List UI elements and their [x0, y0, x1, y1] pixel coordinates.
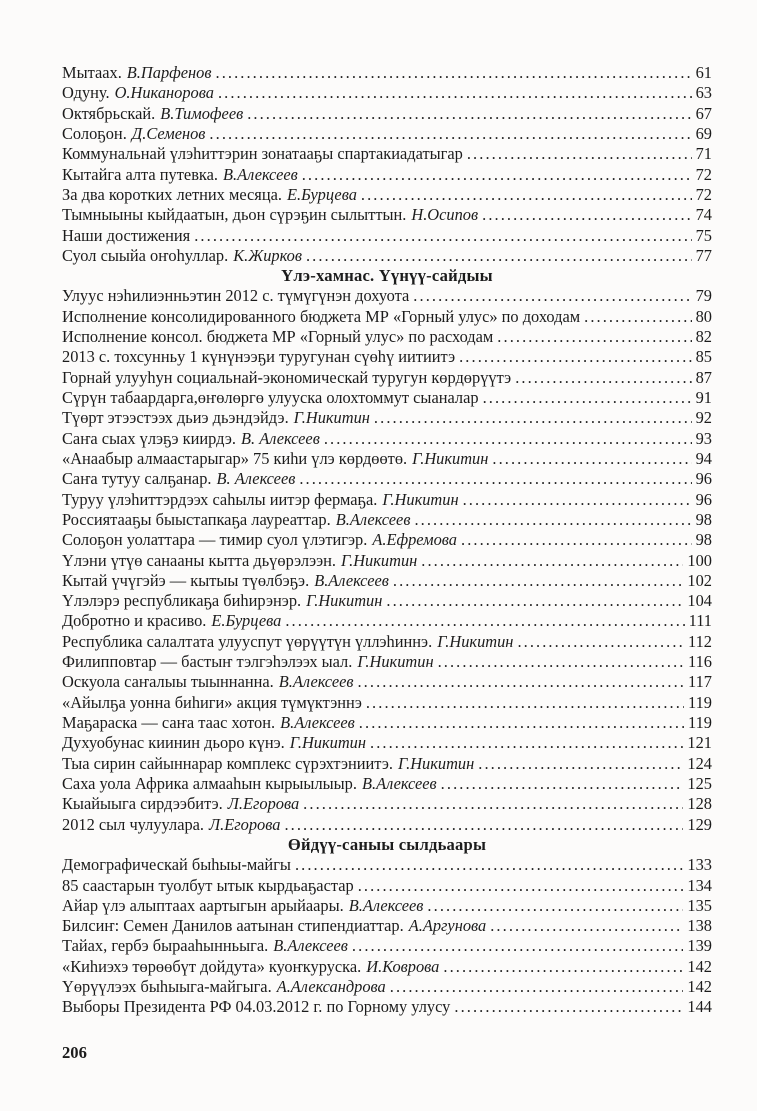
- toc-entry-author: В.Алексеев: [314, 570, 389, 590]
- dot-leader: [295, 855, 683, 875]
- dot-leader: [285, 611, 684, 631]
- toc-entry-title: Духуобунас киинин дьоро күнэ.: [62, 733, 285, 753]
- toc-entry-page-number: 91: [695, 388, 712, 407]
- dot-leader: [497, 327, 691, 347]
- dot-leader: [459, 347, 692, 367]
- dot-leader: [352, 936, 683, 956]
- toc-entry-page-number: 144: [687, 997, 712, 1017]
- toc-entry: [62, 916, 712, 936]
- toc-entry-page-number: 98: [695, 530, 712, 550]
- toc-entry: [62, 591, 712, 611]
- dot-leader: [517, 632, 684, 652]
- toc-entry-page-number: 111: [688, 611, 712, 631]
- toc-entry-page-number: 135: [687, 895, 712, 915]
- toc-entry-author: В.Алексеев: [361, 773, 437, 793]
- toc-entry-author: В.Алексеев: [280, 713, 355, 732]
- toc-entry-page-number: 82: [695, 327, 712, 347]
- toc-entry-author: Г.Никитин: [306, 591, 383, 611]
- toc-entry-page-number: 61: [695, 63, 712, 82]
- dot-leader: [299, 469, 691, 489]
- dot-leader: [324, 429, 692, 449]
- dot-leader: [414, 510, 691, 530]
- toc-entry-title: Октябрьскай.: [62, 103, 156, 123]
- toc-entry-title: 85 саастарын туолбут ытык кырдьаҕастар: [62, 875, 354, 895]
- toc-entry-page-number: 74: [695, 205, 712, 225]
- toc-entry-title: Саха уола Африка алмааһын кырыылыыр.: [62, 773, 357, 793]
- toc-entry-page-number: 121: [687, 733, 712, 753]
- toc-entry: [62, 652, 712, 672]
- toc-entry-author: В.Алексеев: [273, 936, 348, 956]
- dot-leader: [216, 63, 692, 83]
- toc-entry-title: Горнай улууһун социальнай-экономическай туругун көрдөрүүтэ: [62, 367, 512, 387]
- dot-leader: [359, 713, 684, 733]
- toc-entry: [62, 611, 712, 631]
- dot-leader: [515, 368, 691, 388]
- toc-entry: [62, 347, 712, 367]
- toc-entry-author: К.Жирков: [233, 245, 302, 265]
- toc-entry: [62, 997, 712, 1017]
- dot-leader: [483, 388, 692, 408]
- toc-entry: [62, 104, 712, 124]
- toc-entry-page-number: 63: [695, 83, 712, 103]
- toc-entry-page-number: 124: [687, 753, 712, 773]
- toc-entry: [62, 855, 712, 875]
- dot-leader: [584, 307, 691, 327]
- dot-leader: [374, 408, 692, 428]
- toc-entry-title: Мытаах.: [62, 63, 122, 82]
- toc-entry-title: Түөрт этээстээх дьиэ дьэндэйдэ.: [62, 408, 289, 428]
- toc-entry: [62, 124, 712, 144]
- toc-entry-page-number: 142: [687, 956, 712, 976]
- toc-entry-title: Тыа сирин сайыннарар комплекс сүрэхтэниитэ.: [62, 753, 393, 773]
- toc-entry-page-number: 138: [687, 916, 712, 936]
- toc-entry-title: «Киһиэхэ төрөөбүт дойдута» куоҥкуруска.: [62, 956, 362, 976]
- toc-entry-title: Наши достижения: [62, 225, 191, 245]
- dot-leader: [454, 997, 683, 1017]
- toc-entry-title: Оскуола саҥалыы тыыннанна.: [62, 672, 274, 692]
- toc-entry: [62, 144, 712, 164]
- toc-entry-page-number: 93: [695, 428, 712, 448]
- toc-entry-page-number: 75: [695, 225, 712, 245]
- toc-entry-author: В.Алексеев: [348, 895, 424, 915]
- toc-entry-author: В.Парфенов: [126, 63, 212, 82]
- table-of-contents: [62, 63, 712, 1018]
- toc-entry: [62, 408, 712, 428]
- toc-entry: [62, 876, 712, 896]
- toc-entry: [62, 368, 712, 388]
- dot-leader: [390, 977, 684, 997]
- toc-entry-author: И.Коврова: [366, 956, 440, 976]
- toc-entry-title: Солоҕон.: [62, 123, 127, 143]
- toc-entry-title: Үлэлэрэ республикаҕа биһирэнэр.: [62, 591, 302, 611]
- toc-entry-title: Суол сыыйа оҥоһуллар.: [62, 245, 229, 265]
- toc-entry-page-number: 67: [695, 103, 712, 123]
- toc-entry-page-number: 79: [695, 286, 712, 306]
- toc-entry-page-number: 129: [687, 814, 712, 834]
- toc-entry-page-number: 117: [688, 672, 712, 692]
- toc-entry-title: Кыайыыга сирдээбитэ.: [62, 794, 223, 814]
- dot-leader: [306, 246, 692, 266]
- toc-entry-page-number: 77: [695, 245, 712, 265]
- dot-leader: [302, 165, 692, 185]
- toc-entry-title: Айар үлэ алыптаах аартыгын арыйаары.: [62, 895, 344, 915]
- dot-leader: [443, 957, 683, 977]
- toc-entry-title: Тайах, гербэ бырааһынньыга.: [62, 936, 269, 956]
- toc-entry-title: Республика салалтата улууспут үөрүүтүн үллэһиннэ.: [62, 631, 433, 651]
- toc-entry-title: 2012 сыл чулуулара.: [62, 814, 205, 834]
- toc-entry-title: Россиятааҕы быыстапкаҕа лауреаттар.: [62, 509, 331, 529]
- toc-entry: [62, 327, 712, 347]
- toc-entry-author: В. Алексеев: [241, 428, 320, 448]
- toc-entry-page-number: 119: [688, 692, 712, 712]
- toc-entry: [62, 693, 712, 713]
- toc-entry-author: Г.Никитин: [412, 448, 489, 468]
- toc-entry-title: Кытай үчүгэйэ — кытыы түөлбэҕэ.: [62, 570, 310, 590]
- toc-entry: [62, 490, 712, 510]
- toc-entry: [62, 530, 712, 550]
- toc-entry: [62, 632, 712, 652]
- toc-entry-author: В.Алексеев: [223, 164, 298, 184]
- toc-entry: [62, 307, 712, 327]
- dot-leader: [247, 104, 691, 124]
- toc-entry: [62, 286, 712, 306]
- dot-leader: [393, 571, 684, 591]
- toc-entry-page-number: 69: [695, 123, 712, 143]
- dot-leader: [303, 794, 683, 814]
- toc-entry-title: За два коротких летних месяца.: [62, 184, 282, 204]
- toc-entry-author: Г.Никитин: [398, 753, 475, 773]
- toc-entry-author: Г.Никитин: [341, 550, 418, 570]
- toc-entry-author: Г.Никитин: [357, 652, 434, 672]
- toc-entry-title: Улуус нэһилиэнньэтин 2012 с. түмүгүнэн дохуота: [62, 286, 410, 306]
- folio-page-number: 206: [62, 1043, 87, 1062]
- toc-entry: [62, 226, 712, 246]
- toc-entry-page-number: 104: [687, 591, 712, 611]
- toc-entry-author: Е.Бурцева: [286, 184, 357, 204]
- toc-entry-author: Г.Никитин: [437, 631, 514, 651]
- dot-leader: [441, 774, 684, 794]
- toc-entry: [62, 510, 712, 530]
- toc-entry: [62, 246, 712, 266]
- toc-entry-page-number: 94: [695, 448, 712, 468]
- toc-entry-title: Одуну.: [62, 83, 110, 103]
- toc-entry-page-number: 80: [695, 306, 712, 326]
- toc-entry-title: Исполнение консолидированного бюджета МР «Горный улус» по доходам: [62, 306, 581, 326]
- dot-leader: [427, 896, 683, 916]
- toc-entry-author: А.Александрова: [276, 977, 386, 997]
- toc-entry-author: Г.Никитин: [289, 733, 366, 753]
- toc-entry-title: Добротно и красиво.: [62, 611, 207, 631]
- toc-entry-page-number: 72: [695, 184, 712, 204]
- dot-leader: [461, 530, 692, 550]
- dot-leader: [438, 652, 684, 672]
- dot-leader: [284, 815, 683, 835]
- toc-entry-page-number: 92: [695, 408, 712, 428]
- toc-entry-page-number: 125: [687, 773, 712, 793]
- toc-entry: [62, 551, 712, 571]
- toc-entry: [62, 185, 712, 205]
- toc-entry: [62, 754, 712, 774]
- dot-leader: [492, 449, 691, 469]
- toc-entry-title: Кытайга алта путевка.: [62, 164, 219, 184]
- toc-entry-title: Үлэни үтүө санааны кытта дьүөрэлээн.: [62, 550, 337, 570]
- dot-leader: [366, 693, 684, 713]
- toc-entry: [62, 449, 712, 469]
- dot-leader: [218, 83, 692, 103]
- toc-entry-author: Г.Никитин: [293, 408, 370, 428]
- dot-leader: [357, 672, 684, 692]
- toc-section-heading: Үлэ-хамнас. Үүнүү-сайдыы: [281, 266, 493, 286]
- toc-entry: [62, 957, 712, 977]
- toc-section-heading: Өйдүү-саныы сылдьаары: [287, 834, 487, 854]
- toc-entry-page-number: 85: [695, 347, 712, 367]
- toc-entry: [62, 815, 712, 835]
- toc-entry: [62, 165, 712, 185]
- dot-leader: [413, 286, 691, 306]
- dot-leader: [386, 591, 683, 611]
- dot-leader: [209, 124, 691, 144]
- toc-entry-title: Сүрүн табаардарга,өҥөлөргө улууска олохтоммут сыаналар: [62, 388, 479, 407]
- toc-entry-page-number: 71: [695, 144, 712, 164]
- toc-entry-title: Маҕараска — саҥа таас хотон.: [62, 713, 276, 732]
- toc-entry-author: Л.Егорова: [209, 814, 281, 834]
- dot-leader: [482, 205, 691, 225]
- dot-leader: [361, 185, 692, 205]
- dot-leader: [490, 916, 683, 936]
- toc-entry: [62, 63, 712, 83]
- toc-entry: [62, 794, 712, 814]
- toc-entry-page-number: 96: [695, 489, 712, 509]
- toc-entry-title: «Айылҕа уонна биһиги» акция түмүктэннэ: [62, 692, 362, 712]
- toc-entry-title: Выборы Президента РФ 04.03.2012 г. по Горному улусу: [62, 997, 451, 1017]
- toc-entry-title: Исполнение консол. бюджета МР «Горный улус» по расходам: [62, 327, 494, 347]
- toc-entry-title: Саҥа тутуу салҕанар.: [62, 469, 212, 489]
- toc-entry-author: Г.Никитин: [382, 489, 459, 509]
- toc-entry-title: Коммунальнай үлэһиттэрин зонатааҕы спартакиадатыгар: [62, 144, 463, 164]
- toc-entry-author: Л.Егорова: [227, 794, 300, 814]
- dot-leader: [421, 551, 683, 571]
- toc-entry-title: Саҥа сыах үлэҕэ киирдэ.: [62, 428, 236, 448]
- toc-entry-author: О.Никанорова: [114, 83, 214, 103]
- toc-entry: [62, 713, 712, 733]
- toc-entry-title: «Анаабыр алмаастарыгар» 75 киһи үлэ көрдөөтө.: [62, 448, 408, 468]
- toc-entry-title: 2013 с. тохсунньу 1 күнүнээҕи туругунан сүөһү иитиитэ: [62, 347, 456, 367]
- toc-entry-author: А.Аргунова: [408, 916, 487, 936]
- toc-entry: [62, 733, 712, 753]
- toc-entry-title: Тымныыны кыйдаатын, дьон сүрэҕин сылыттын.: [62, 205, 407, 225]
- toc-entry: [62, 977, 712, 997]
- toc-entry: [62, 896, 712, 916]
- dot-leader: [358, 876, 684, 896]
- toc-entry-author: Д.Семенов: [131, 123, 206, 143]
- toc-entry-page-number: 116: [688, 652, 712, 672]
- toc-entry-title: Туруу үлэһиттэрдээх саһылы иитэр фермаҕа.: [62, 489, 378, 509]
- toc-entry-author: В. Алексеев: [216, 469, 296, 489]
- toc-entry-author: Н.Осипов: [411, 205, 479, 225]
- toc-entry: [62, 774, 712, 794]
- toc-entry-page-number: 119: [688, 713, 712, 732]
- toc-entry-page-number: 72: [695, 164, 712, 184]
- toc-entry: [62, 205, 712, 225]
- toc-entry-page-number: 128: [687, 794, 712, 814]
- toc-entry-page-number: 134: [687, 875, 712, 895]
- toc-entry-title: Солоҕон уолаттара — тимир суол үлэтигэр.: [62, 530, 368, 550]
- toc-entry-page-number: 142: [687, 977, 712, 997]
- toc-entry: [62, 83, 712, 103]
- toc-entry-author: В.Алексеев: [278, 672, 354, 692]
- toc-entry-page-number: 96: [695, 469, 712, 489]
- dot-leader: [478, 754, 683, 774]
- dot-leader: [370, 733, 683, 753]
- toc-entry-title: Филипповтар — бастыҥ тэлгэһэлээх ыал.: [62, 652, 353, 672]
- dot-leader: [194, 226, 691, 246]
- toc-entry: [62, 388, 712, 408]
- toc-entry-page-number: 139: [687, 936, 712, 956]
- toc-entry: [62, 469, 712, 489]
- toc-entry-author: В.Тимофеев: [160, 103, 244, 123]
- toc-entry-page-number: 133: [687, 855, 712, 875]
- toc-entry-page-number: 100: [687, 550, 712, 570]
- toc-entry-page-number: 87: [695, 367, 712, 387]
- toc-entry: [62, 936, 712, 956]
- toc-entry-author: А.Ефремова: [372, 530, 458, 550]
- toc-entry-title: Үөрүүлээх быһыыга-майгыга.: [62, 977, 272, 997]
- toc-entry-author: Е.Бурцева: [211, 611, 282, 631]
- toc-entry-page-number: 102: [687, 570, 712, 590]
- toc-entry-author: В.Алексеев: [335, 509, 411, 529]
- dot-leader: [463, 490, 692, 510]
- toc-entry-title: Демографическай быһыы-майгы: [62, 855, 291, 875]
- toc-entry-page-number: 112: [688, 631, 712, 651]
- toc-entry: [62, 429, 712, 449]
- toc-entry-page-number: 98: [695, 509, 712, 529]
- toc-entry: [62, 672, 712, 692]
- dot-leader: [467, 144, 692, 164]
- toc-entry: [62, 571, 712, 591]
- toc-entry-title: Билсиҥ: Семен Данилов аатынан стипендиаттар.: [62, 916, 404, 936]
